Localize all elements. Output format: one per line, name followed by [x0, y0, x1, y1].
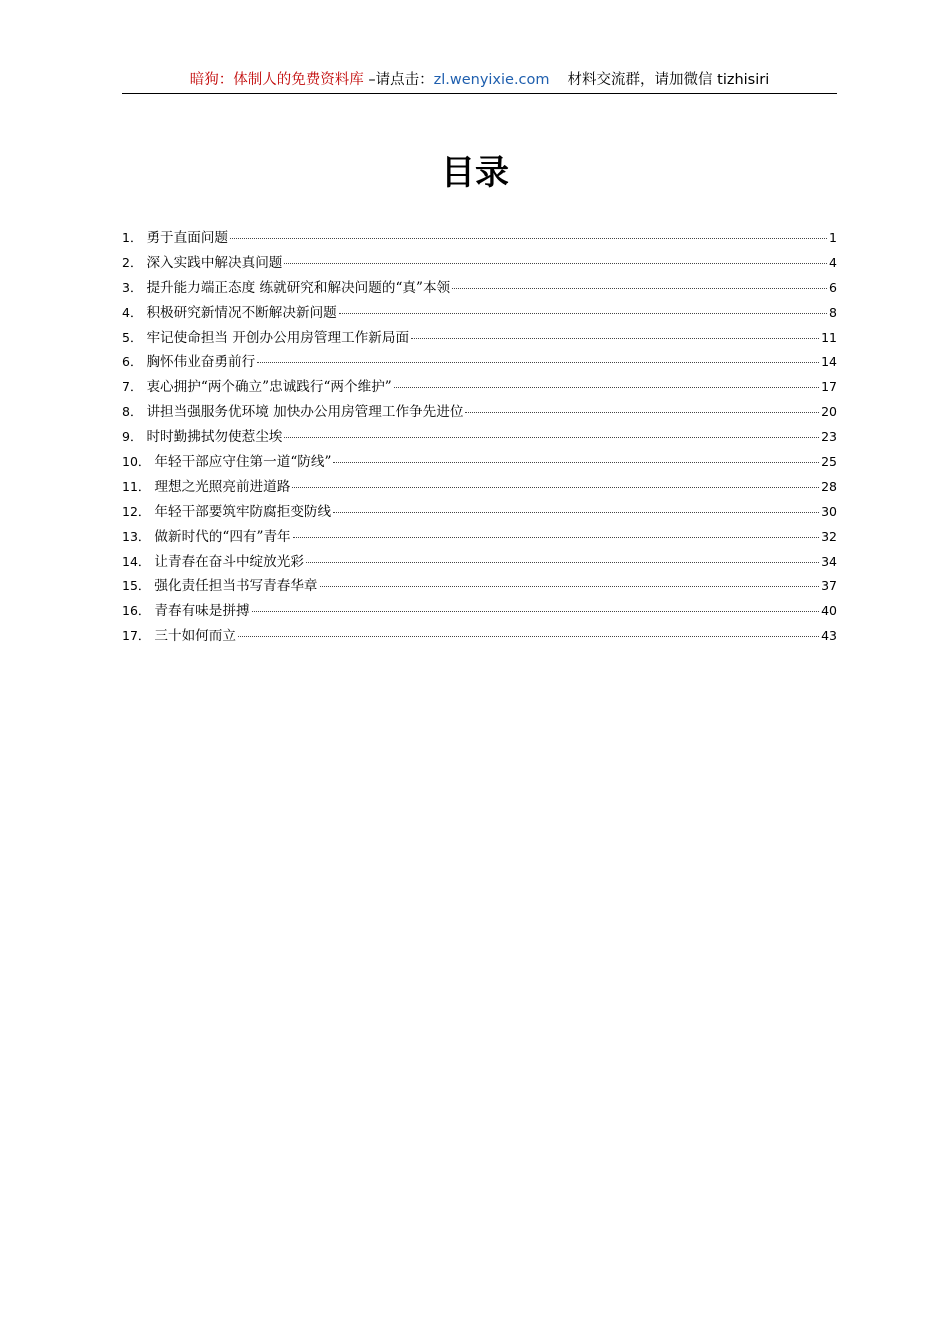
- toc-entry-number: 5．: [122, 329, 143, 345]
- toc-leader-dots: [230, 238, 827, 239]
- toc-entry[interactable]: [122, 550, 837, 575]
- toc-entry-number: 16．: [122, 603, 151, 619]
- toc-entry-page: 37: [821, 578, 837, 594]
- toc-leader-dots: [333, 512, 819, 513]
- toc-entry-number: 3．: [122, 279, 143, 295]
- toc-entry-page: 34: [821, 553, 837, 569]
- toc-entry-title: 三十如何而立: [154, 628, 236, 645]
- toc-entry-number: 13．: [122, 528, 151, 544]
- toc-entry-number: 2．: [122, 254, 143, 270]
- toc-entry-number: 17．: [122, 628, 151, 644]
- toc-entry-number: 4．: [122, 304, 143, 320]
- toc-entry[interactable]: [122, 574, 837, 599]
- page-header: [122, 70, 837, 94]
- toc-leader-dots: [284, 437, 819, 438]
- toc-leader-dots: [252, 611, 820, 612]
- toc-entry-title: 年轻干部应守住第一道“防线”: [154, 454, 332, 471]
- toc-entry[interactable]: [122, 326, 837, 351]
- toc-entry-title: 时时勤拂拭勿使惹尘埃: [146, 429, 283, 446]
- toc-entry-page: 4: [829, 254, 837, 270]
- toc-entry[interactable]: [122, 425, 837, 450]
- toc-entry[interactable]: [122, 251, 837, 276]
- toc-entry-page: 23: [821, 429, 837, 445]
- toc-entry-number: 9．: [122, 429, 143, 445]
- toc-entry-page: 40: [821, 603, 837, 619]
- toc-entry-title: 积极研究新情况不断解决新问题: [146, 304, 337, 321]
- toc-entry-page: 14: [821, 354, 837, 370]
- toc-entry-title: 理想之光照亮前进道路: [154, 478, 291, 495]
- toc-leader-dots: [293, 537, 819, 538]
- toc-entry-title: 讲担当强服务优环境 加快办公用房管理工作争先进位: [146, 404, 464, 421]
- toc-entry-page: 17: [821, 379, 837, 395]
- toc-leader-dots: [339, 313, 827, 314]
- table-of-contents: [122, 226, 837, 649]
- toc-leader-dots: [257, 362, 819, 363]
- toc-entry[interactable]: [122, 276, 837, 301]
- toc-entry[interactable]: [122, 375, 837, 400]
- toc-entry-title: 胸怀伟业奋勇前行: [146, 354, 256, 371]
- toc-leader-dots: [320, 586, 820, 587]
- toc-leader-dots: [292, 487, 819, 488]
- toc-entry-page: 30: [821, 503, 837, 519]
- toc-entry[interactable]: [122, 525, 837, 550]
- toc-entry-page: 20: [821, 404, 837, 420]
- header-link[interactable]: zl.wenyixie.com: [433, 72, 550, 88]
- toc-entry-title: 牢记使命担当 开创办公用房管理工作新局面: [146, 329, 410, 346]
- toc-entry-page: 11: [821, 329, 837, 345]
- toc-entry-title: 强化责任担当书写青春华章: [154, 578, 318, 595]
- toc-entry[interactable]: [122, 450, 837, 475]
- page-title: 目录: [441, 153, 509, 193]
- toc-entry[interactable]: [122, 226, 837, 251]
- toc-entry-number: 15．: [122, 578, 151, 594]
- toc-leader-dots: [238, 636, 819, 637]
- toc-leader-dots: [465, 412, 819, 413]
- toc-entry-number: 6．: [122, 354, 143, 370]
- toc-entry[interactable]: [122, 599, 837, 624]
- toc-entry[interactable]: [122, 475, 837, 500]
- header-contact: 材料交流群，请加微信 tizhisiri: [567, 72, 770, 88]
- toc-entry-title: 衷心拥护“两个确立”忠诚践行“两个维护”: [146, 379, 392, 396]
- header-brand: 暗狗：体制人的免费资料库: [189, 72, 364, 88]
- toc-entry-title: 做新时代的“四有”青年: [154, 528, 291, 545]
- toc-entry[interactable]: [122, 400, 837, 425]
- toc-entry-number: 11．: [122, 478, 151, 494]
- toc-leader-dots: [394, 387, 819, 388]
- toc-entry-page: 43: [821, 628, 837, 644]
- toc-entry-page: 32: [821, 528, 837, 544]
- toc-entry-number: 12．: [122, 503, 151, 519]
- toc-entry-number: 14．: [122, 553, 151, 569]
- toc-entry-page: 25: [821, 454, 837, 470]
- toc-entry[interactable]: [122, 301, 837, 326]
- toc-entry-page: 6: [829, 279, 837, 295]
- toc-entry-title: 深入实践中解决真问题: [146, 254, 283, 271]
- toc-entry-title: 青春有味是拼搏: [154, 603, 250, 620]
- toc-entry-page: 1: [829, 230, 837, 245]
- toc-entry-title: 勇于直面问题: [146, 230, 229, 246]
- toc-entry-title: 提升能力端正态度 练就研究和解决问题的“真”本领: [146, 279, 451, 296]
- toc-entry-number: 8．: [122, 404, 143, 420]
- toc-leader-dots: [452, 288, 827, 289]
- toc-leader-dots: [333, 462, 819, 463]
- toc-entry-number: 1．: [122, 230, 143, 245]
- header-prompt: –请点击：: [363, 72, 434, 88]
- toc-leader-dots: [306, 562, 819, 563]
- toc-entry-number: 10．: [122, 454, 151, 470]
- toc-entry-title: 年轻干部要筑牢防腐拒变防线: [154, 503, 332, 520]
- toc-leader-dots: [411, 338, 819, 339]
- toc-entry[interactable]: [122, 500, 837, 525]
- toc-entry-title: 让青春在奋斗中绽放光彩: [154, 553, 304, 570]
- toc-entry[interactable]: [122, 624, 837, 649]
- toc-leader-dots: [284, 263, 827, 264]
- toc-entry-number: 7．: [122, 379, 143, 395]
- toc-entry[interactable]: [122, 350, 837, 375]
- toc-entry-page: 8: [829, 304, 837, 320]
- toc-entry-page: 28: [821, 478, 837, 494]
